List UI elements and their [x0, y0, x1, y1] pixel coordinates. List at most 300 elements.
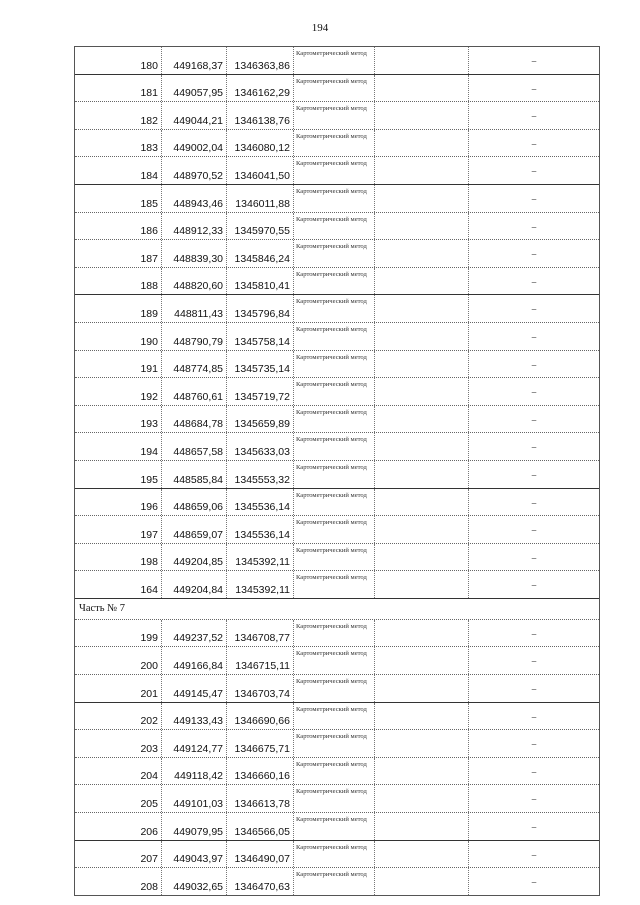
x-coordinate-text: 449166,84	[173, 660, 223, 673]
method-text: Картометрический метод	[296, 77, 367, 85]
empty-cell	[375, 730, 469, 757]
y-coordinate-text: 1346715,11	[235, 660, 290, 673]
x-coordinate-cell	[162, 675, 227, 702]
empty-cell	[375, 157, 469, 184]
point-number-text: 204	[140, 770, 158, 783]
point-number-text: 208	[140, 880, 158, 893]
x-coordinate-cell	[162, 213, 227, 240]
x-coordinate-cell	[162, 157, 227, 184]
method-cell	[294, 516, 375, 543]
x-coordinate-cell	[162, 758, 227, 785]
method-text: Картометрический метод	[296, 463, 367, 471]
section-label: Часть № 7	[79, 602, 126, 614]
precision-text: –	[531, 304, 537, 315]
point-number-cell	[75, 185, 162, 212]
empty-cell	[375, 571, 469, 598]
table-row	[75, 268, 599, 296]
x-coordinate-text: 448774,85	[173, 363, 223, 376]
table-row	[75, 571, 599, 599]
point-number-cell	[75, 378, 162, 405]
y-coordinate-text: 1345810,41	[234, 280, 290, 293]
x-coordinate-cell	[162, 295, 227, 322]
empty-cell	[375, 47, 469, 74]
y-coordinate-text: 1345719,72	[234, 390, 290, 403]
point-number-text: 199	[140, 632, 158, 645]
precision-cell	[469, 544, 599, 571]
method-cell	[294, 323, 375, 350]
method-cell	[294, 406, 375, 433]
y-coordinate-cell	[227, 351, 294, 378]
point-number-cell	[75, 130, 162, 157]
method-text: Картометрический метод	[296, 187, 367, 195]
y-coordinate-text: 1346690,66	[234, 715, 290, 728]
y-coordinate-text: 1346703,74	[234, 687, 290, 700]
precision-text: –	[531, 580, 537, 591]
method-cell	[294, 378, 375, 405]
method-text: Картометрический метод	[296, 270, 367, 278]
y-coordinate-text: 1346613,78	[234, 798, 290, 811]
point-number-cell	[75, 758, 162, 785]
y-coordinate-cell	[227, 47, 294, 74]
table-row	[75, 102, 599, 130]
precision-cell	[469, 433, 599, 460]
point-number-text: 186	[140, 225, 158, 238]
method-cell	[294, 868, 375, 895]
page-number: 194	[311, 22, 329, 34]
method-cell	[294, 703, 375, 730]
empty-cell	[375, 75, 469, 102]
method-cell	[294, 813, 375, 840]
method-text: Картометрический метод	[296, 243, 367, 251]
y-coordinate-text: 1346660,16	[234, 770, 290, 783]
precision-cell	[469, 675, 599, 702]
y-coordinate-cell	[227, 813, 294, 840]
x-coordinate-cell	[162, 102, 227, 129]
precision-text: –	[531, 249, 537, 260]
precision-cell	[469, 489, 599, 516]
y-coordinate-text: 1345536,14	[234, 528, 290, 541]
y-coordinate-cell	[227, 102, 294, 129]
y-coordinate-text: 1346138,76	[234, 114, 290, 127]
precision-text: –	[531, 166, 537, 177]
y-coordinate-text: 1346080,12	[234, 142, 290, 155]
point-number-text: 185	[140, 197, 158, 210]
empty-cell	[375, 647, 469, 674]
empty-cell	[375, 868, 469, 895]
point-number-cell	[75, 841, 162, 868]
precision-text: –	[531, 221, 537, 232]
table-row	[75, 516, 599, 544]
x-coordinate-text: 449168,37	[173, 59, 223, 72]
empty-cell	[375, 185, 469, 212]
point-number-text: 187	[140, 252, 158, 265]
x-coordinate-text: 448684,78	[173, 418, 223, 431]
precision-text: –	[531, 552, 537, 563]
x-coordinate-cell	[162, 378, 227, 405]
table-row	[75, 433, 599, 461]
precision-cell	[469, 378, 599, 405]
y-coordinate-text: 1346490,07	[234, 853, 290, 866]
precision-cell	[469, 185, 599, 212]
table-row	[75, 75, 599, 103]
point-number-cell	[75, 213, 162, 240]
precision-cell	[469, 813, 599, 840]
y-coordinate-cell	[227, 130, 294, 157]
precision-text: –	[531, 766, 537, 777]
precision-text: –	[531, 276, 537, 287]
point-number-text: 205	[140, 798, 158, 811]
y-coordinate-cell	[227, 620, 294, 647]
point-number-cell	[75, 102, 162, 129]
precision-text: –	[531, 794, 537, 805]
method-cell	[294, 102, 375, 129]
method-cell	[294, 544, 375, 571]
method-text: Картометрический метод	[296, 705, 367, 713]
x-coordinate-cell	[162, 813, 227, 840]
method-cell	[294, 785, 375, 812]
precision-cell	[469, 703, 599, 730]
method-text: Картометрический метод	[296, 622, 367, 630]
x-coordinate-cell	[162, 240, 227, 267]
method-text: Картометрический метод	[296, 574, 367, 582]
precision-cell	[469, 130, 599, 157]
table-row	[75, 406, 599, 434]
method-text: Картометрический метод	[296, 381, 367, 389]
y-coordinate-text: 1346708,77	[234, 632, 290, 645]
point-number-cell	[75, 730, 162, 757]
empty-cell	[375, 516, 469, 543]
method-text: Картометрический метод	[296, 160, 367, 168]
x-coordinate-text: 448839,30	[173, 252, 223, 265]
precision-cell	[469, 268, 599, 295]
point-number-text: 206	[140, 825, 158, 838]
y-coordinate-cell	[227, 433, 294, 460]
precision-cell	[469, 516, 599, 543]
precision-cell	[469, 351, 599, 378]
x-coordinate-text: 449133,43	[173, 715, 223, 728]
point-number-text: 182	[140, 114, 158, 127]
empty-cell	[375, 130, 469, 157]
point-number-text: 193	[140, 418, 158, 431]
point-number-cell	[75, 406, 162, 433]
method-cell	[294, 841, 375, 868]
y-coordinate-cell	[227, 675, 294, 702]
y-coordinate-cell	[227, 571, 294, 598]
y-coordinate-text: 1345846,24	[234, 252, 290, 265]
precision-text: –	[531, 739, 537, 750]
method-text: Картометрический метод	[296, 678, 367, 686]
method-cell	[294, 240, 375, 267]
x-coordinate-text: 448657,58	[173, 445, 223, 458]
point-number-cell	[75, 813, 162, 840]
method-cell	[294, 351, 375, 378]
table-row	[75, 461, 599, 489]
x-coordinate-text: 448790,79	[173, 335, 223, 348]
precision-cell	[469, 240, 599, 267]
point-number-text: 189	[140, 307, 158, 320]
table-row	[75, 758, 599, 786]
point-number-cell	[75, 268, 162, 295]
point-number-cell	[75, 240, 162, 267]
x-coordinate-text: 449057,95	[173, 87, 223, 100]
precision-text: –	[531, 469, 537, 480]
point-number-cell	[75, 157, 162, 184]
table-row	[75, 323, 599, 351]
point-number-text: 194	[140, 445, 158, 458]
method-text: Картометрический метод	[296, 436, 367, 444]
method-text: Картометрический метод	[296, 105, 367, 113]
precision-text: –	[531, 656, 537, 667]
precision-text: –	[531, 525, 537, 536]
method-cell	[294, 758, 375, 785]
point-number-text: 181	[140, 87, 158, 100]
empty-cell	[375, 213, 469, 240]
method-cell	[294, 675, 375, 702]
y-coordinate-cell	[227, 647, 294, 674]
coordinates-table	[74, 46, 600, 896]
empty-cell	[375, 785, 469, 812]
table-row	[75, 213, 599, 241]
method-text: Картометрический метод	[296, 408, 367, 416]
precision-text: –	[531, 138, 537, 149]
method-cell	[294, 647, 375, 674]
y-coordinate-text: 1345970,55	[234, 225, 290, 238]
method-text: Картометрический метод	[296, 546, 367, 554]
point-number-text: 184	[140, 169, 158, 182]
x-coordinate-cell	[162, 785, 227, 812]
y-coordinate-text: 1346041,50	[234, 169, 290, 182]
precision-cell	[469, 323, 599, 350]
method-text: Картометрический метод	[296, 519, 367, 527]
method-text: Картометрический метод	[296, 650, 367, 658]
method-cell	[294, 268, 375, 295]
precision-cell	[469, 647, 599, 674]
y-coordinate-text: 1345758,14	[234, 335, 290, 348]
method-text: Картометрический метод	[296, 788, 367, 796]
x-coordinate-text: 449145,47	[173, 687, 223, 700]
point-number-cell	[75, 868, 162, 895]
point-number-cell	[75, 75, 162, 102]
point-number-cell	[75, 647, 162, 674]
point-number-cell	[75, 703, 162, 730]
point-number-text: 207	[140, 853, 158, 866]
point-number-text: 198	[140, 556, 158, 569]
x-coordinate-text: 449044,21	[173, 114, 223, 127]
empty-cell	[375, 351, 469, 378]
y-coordinate-text: 1345796,84	[234, 307, 290, 320]
x-coordinate-cell	[162, 461, 227, 488]
table-row	[75, 378, 599, 406]
table-row	[75, 813, 599, 841]
x-coordinate-cell	[162, 571, 227, 598]
method-text: Картометрический метод	[296, 843, 367, 851]
x-coordinate-cell	[162, 433, 227, 460]
x-coordinate-cell	[162, 130, 227, 157]
empty-cell	[375, 295, 469, 322]
precision-cell	[469, 868, 599, 895]
precision-text: –	[531, 111, 537, 122]
x-coordinate-text: 448820,60	[173, 280, 223, 293]
x-coordinate-text: 448943,46	[173, 197, 223, 210]
method-cell	[294, 461, 375, 488]
y-coordinate-cell	[227, 544, 294, 571]
empty-cell	[375, 758, 469, 785]
point-number-cell	[75, 785, 162, 812]
empty-cell	[375, 620, 469, 647]
point-number-cell	[75, 489, 162, 516]
y-coordinate-cell	[227, 461, 294, 488]
point-number-text: 200	[140, 660, 158, 673]
x-coordinate-cell	[162, 544, 227, 571]
x-coordinate-cell	[162, 647, 227, 674]
empty-cell	[375, 703, 469, 730]
method-cell	[294, 157, 375, 184]
table-row	[75, 841, 599, 869]
y-coordinate-cell	[227, 489, 294, 516]
table-row	[75, 544, 599, 572]
y-coordinate-cell	[227, 758, 294, 785]
point-number-text: 203	[140, 742, 158, 755]
point-number-text: 190	[140, 335, 158, 348]
y-coordinate-cell	[227, 785, 294, 812]
y-coordinate-text: 1346162,29	[234, 87, 290, 100]
x-coordinate-cell	[162, 323, 227, 350]
x-coordinate-cell	[162, 75, 227, 102]
x-coordinate-text: 448659,07	[173, 528, 223, 541]
empty-cell	[375, 406, 469, 433]
x-coordinate-cell	[162, 489, 227, 516]
y-coordinate-text: 1346566,05	[234, 825, 290, 838]
y-coordinate-text: 1346363,86	[234, 59, 290, 72]
method-cell	[294, 433, 375, 460]
empty-cell	[375, 461, 469, 488]
y-coordinate-text: 1345633,03	[234, 445, 290, 458]
y-coordinate-text: 1346470,63	[234, 880, 290, 893]
method-text: Картометрический метод	[296, 132, 367, 140]
x-coordinate-cell	[162, 868, 227, 895]
x-coordinate-text: 449043,97	[173, 853, 223, 866]
precision-cell	[469, 295, 599, 322]
method-cell	[294, 47, 375, 74]
method-cell	[294, 571, 375, 598]
precision-cell	[469, 47, 599, 74]
x-coordinate-cell	[162, 841, 227, 868]
precision-cell	[469, 785, 599, 812]
table-row	[75, 185, 599, 213]
y-coordinate-cell	[227, 268, 294, 295]
precision-cell	[469, 102, 599, 129]
x-coordinate-text: 449204,84	[173, 583, 223, 596]
precision-text: –	[531, 56, 537, 66]
empty-cell	[375, 323, 469, 350]
precision-cell	[469, 213, 599, 240]
table-row	[75, 130, 599, 158]
x-coordinate-text: 449032,65	[173, 880, 223, 893]
precision-cell	[469, 841, 599, 868]
y-coordinate-cell	[227, 240, 294, 267]
y-coordinate-cell	[227, 406, 294, 433]
table-row	[75, 351, 599, 379]
x-coordinate-text: 449101,03	[173, 798, 223, 811]
point-number-cell	[75, 323, 162, 350]
point-number-text: 188	[140, 280, 158, 293]
precision-cell	[469, 461, 599, 488]
precision-text: –	[531, 849, 537, 860]
x-coordinate-text: 448659,06	[173, 501, 223, 514]
empty-cell	[375, 268, 469, 295]
precision-cell	[469, 758, 599, 785]
y-coordinate-text: 1345659,89	[234, 418, 290, 431]
y-coordinate-cell	[227, 868, 294, 895]
point-number-cell	[75, 433, 162, 460]
y-coordinate-text: 1346011,88	[235, 197, 290, 210]
table-row	[75, 47, 599, 75]
y-coordinate-cell	[227, 185, 294, 212]
method-text: Картометрический метод	[296, 325, 367, 333]
method-cell	[294, 130, 375, 157]
y-coordinate-text: 1346675,71	[234, 742, 290, 755]
precision-text: –	[531, 331, 537, 342]
point-number-cell	[75, 461, 162, 488]
point-number-cell	[75, 516, 162, 543]
x-coordinate-text: 449204,85	[173, 556, 223, 569]
y-coordinate-cell	[227, 841, 294, 868]
y-coordinate-text: 1345392,11	[235, 556, 290, 569]
x-coordinate-cell	[162, 406, 227, 433]
table-row	[75, 489, 599, 517]
method-text: Картометрический метод	[296, 816, 367, 824]
empty-cell	[375, 240, 469, 267]
point-number-cell	[75, 620, 162, 647]
table-row	[75, 675, 599, 703]
empty-cell	[375, 102, 469, 129]
precision-text: –	[531, 822, 537, 833]
point-number-cell	[75, 295, 162, 322]
precision-cell	[469, 620, 599, 647]
method-cell	[294, 75, 375, 102]
point-number-cell	[75, 571, 162, 598]
precision-text: –	[531, 877, 537, 888]
point-number-cell	[75, 351, 162, 378]
method-cell	[294, 489, 375, 516]
precision-text: –	[531, 359, 537, 370]
x-coordinate-text: 449124,77	[173, 742, 223, 755]
point-number-text: 201	[140, 687, 158, 700]
y-coordinate-cell	[227, 295, 294, 322]
x-coordinate-text: 449002,04	[173, 142, 223, 155]
y-coordinate-text: 1345536,14	[234, 501, 290, 514]
table-row	[75, 620, 599, 648]
y-coordinate-text: 1345553,32	[234, 473, 290, 486]
y-coordinate-text: 1345392,11	[235, 583, 290, 596]
method-text: Картометрический метод	[296, 491, 367, 499]
point-number-text: 197	[140, 528, 158, 541]
x-coordinate-text: 449079,95	[173, 825, 223, 838]
empty-cell	[375, 675, 469, 702]
method-text: Картометрический метод	[296, 733, 367, 741]
method-text: Картометрический метод	[296, 215, 367, 223]
point-number-cell	[75, 47, 162, 74]
table-row	[75, 730, 599, 758]
x-coordinate-cell	[162, 351, 227, 378]
method-cell	[294, 295, 375, 322]
method-cell	[294, 185, 375, 212]
table-row	[75, 785, 599, 813]
x-coordinate-text: 449237,52	[173, 632, 223, 645]
y-coordinate-cell	[227, 213, 294, 240]
point-number-text: 180	[140, 59, 158, 72]
method-text: Картометрический метод	[296, 871, 367, 879]
